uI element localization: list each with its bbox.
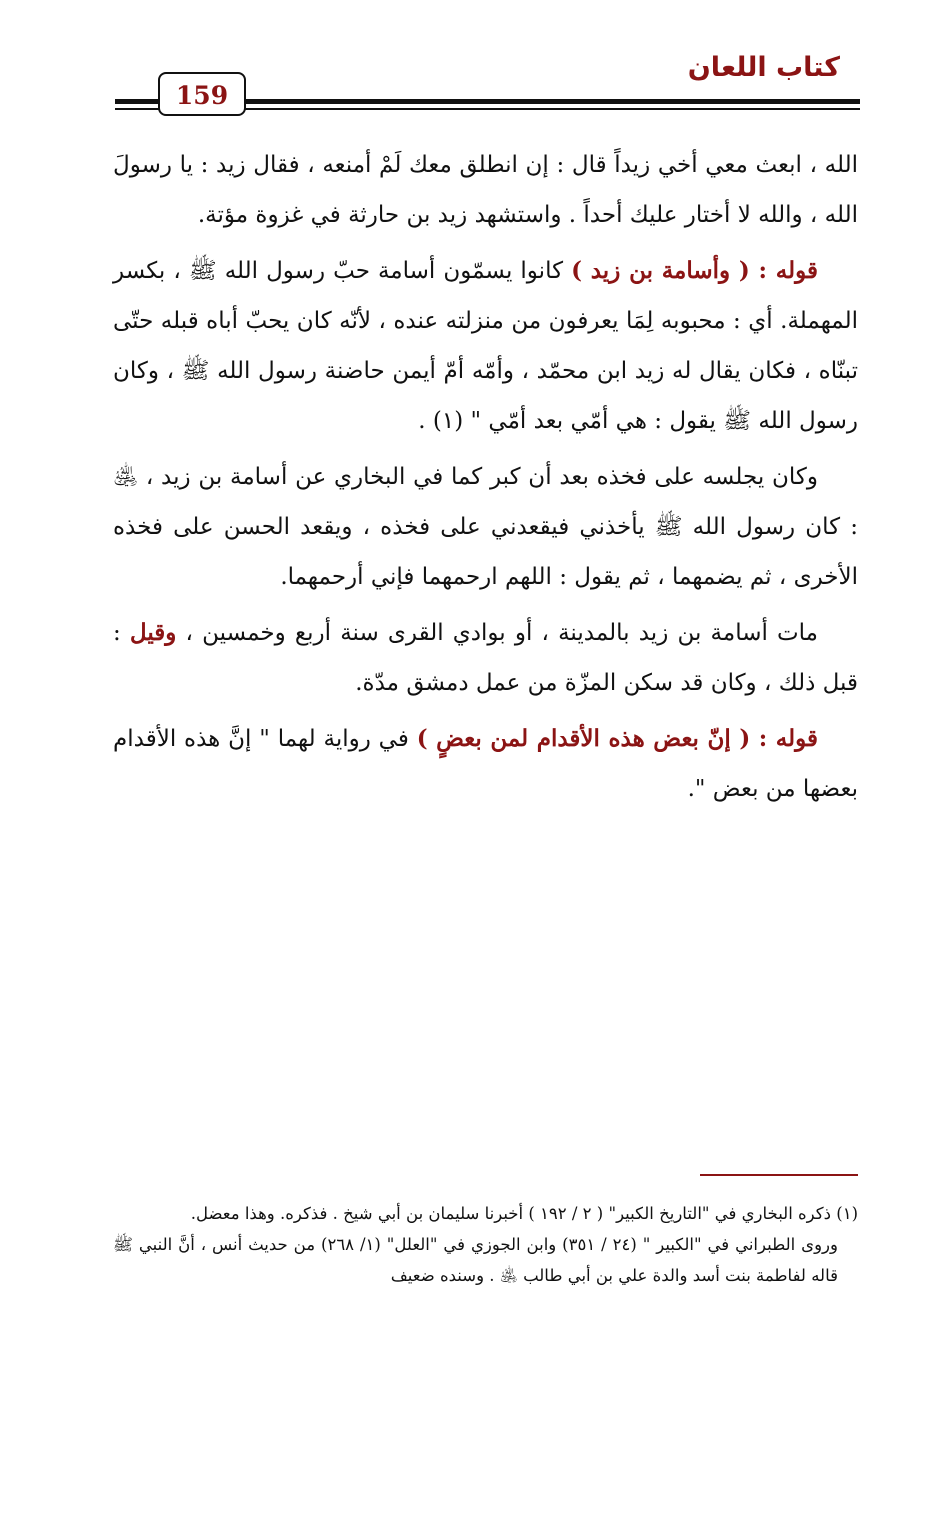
text-run: وكان يجلسه على فخذه بعد أن كبر كما في البخاري عن أسامة بن زيد ، ﵁ : كان رسول الله ﷺ يأخذني فيقعدني على فخذه ، ويقعد الحسن على فخذه الأخرى ، ثم يضمهما ، ثم يقول : اللهم ارحمهما فإني أرحمهما. — [113, 464, 858, 590]
paragraph — [113, 608, 858, 708]
text-run: : قبل ذلك ، وكان قد سكن المزّة من عمل دمشق مدّة. — [113, 620, 858, 696]
text-run: مات أسامة بن زيد بالمدينة ، أو بوادي القرى سنة أربع وخمسين ، — [176, 620, 818, 646]
main-text — [113, 140, 858, 814]
highlighted-phrase: قوله : ( إنّ بعض هذه الأقدام لمن بعضٍ ) — [416, 725, 818, 752]
highlighted-phrase: وقيل — [129, 619, 177, 646]
book-title: كتاب اللعان — [687, 52, 840, 83]
paragraph — [113, 714, 858, 814]
text-run: في رواية لهما " إنَّ هذه الأقدام بعضها من بعض ". — [113, 726, 858, 802]
footnote: وروى الطبراني في "الكبير " (٢٤ / ٣٥١) وابن الجوزي في "العلل" (١/ ٢٦٨) من حديث أنس ، أنَّ النبي ﷺ قاله لفاطمة بنت أسد والدة علي بن أبي طالب ﵁ . وسنده ضعيف — [113, 1235, 838, 1285]
highlighted-phrase: قوله : ( وأسامة بن زيد ) — [571, 257, 819, 284]
page-header — [0, 0, 945, 125]
footnotes — [113, 1198, 858, 1291]
footnote: (١) ذكره البخاري في "التاريخ الكبير" ( ٢ / ١٩٢ ) أخبرنا سليمان بن أبي شيخ . فذكره. وهذا معضل. — [190, 1204, 858, 1223]
page-number: 159 — [158, 72, 246, 116]
paragraph — [113, 452, 858, 602]
paragraph — [113, 140, 858, 240]
text-run: الله ، ابعث معي أخي زيداً قال : إن انطلق معك لَمْ أمنعه ، فقال زيد : يا رسولَ الله ، والله لا أختار عليك أحداً . واستشهد زيد بن حارثة في غزوة مؤتة. — [113, 152, 858, 228]
footnote-separator — [700, 1174, 858, 1176]
paragraph — [113, 246, 858, 446]
text-run: كانوا يسمّون أسامة حبّ رسول الله ﷺ ، بكسر المهملة. أي : محبوبه لِمَا يعرفون من منزلته عنده ، لأنّه كان يحبّ أباه قبله حتّى تبنّاه ، فكان يقال له زيد ابن محمّد ، وأمّه أمّ أيمن حاضنة رسول الله ﷺ ، وكان رسول الله ﷺ يقول : هي أمّي بعد أمّي " (١) . — [113, 258, 858, 434]
